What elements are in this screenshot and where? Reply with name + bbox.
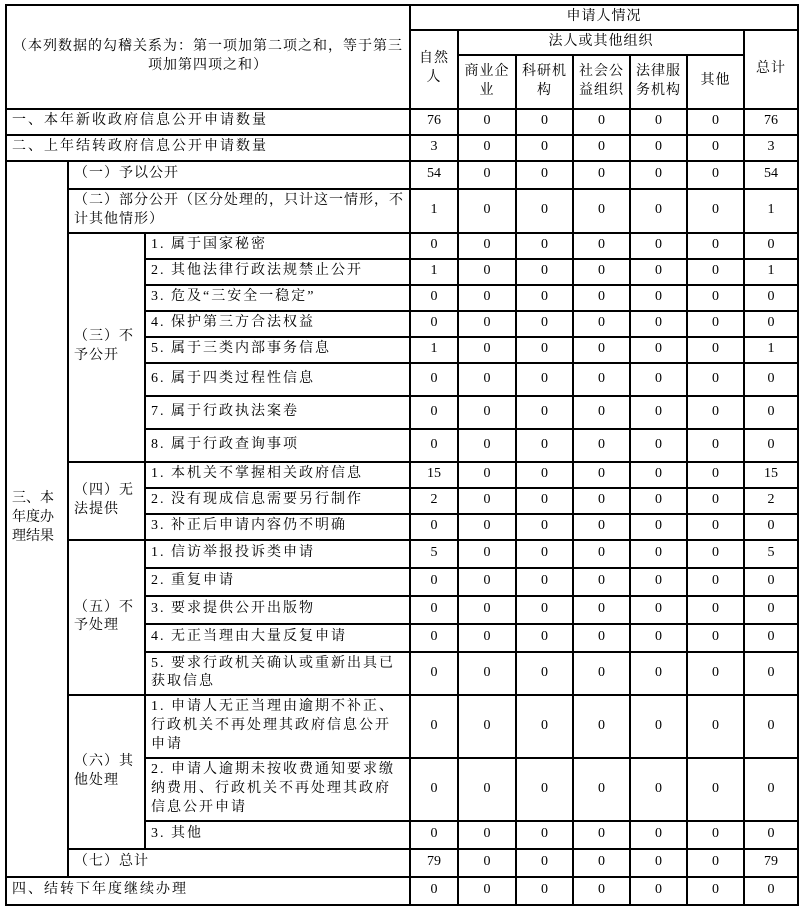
value-cell: 0 [410, 624, 458, 652]
value-cell: 0 [516, 488, 573, 514]
row-label: 5. 要求行政机关确认或重新出具已获取信息 [145, 652, 410, 696]
value-cell: 0 [458, 337, 516, 363]
value-cell: 0 [687, 233, 744, 259]
row-label: 3. 补正后申请内容仍不明确 [145, 514, 410, 540]
value-cell: 3 [744, 135, 798, 161]
value-cell: 0 [458, 233, 516, 259]
value-cell: 0 [516, 189, 573, 233]
value-cell: 0 [516, 514, 573, 540]
value-cell: 0 [516, 233, 573, 259]
value-cell: 76 [744, 109, 798, 135]
value-cell: 0 [458, 259, 516, 285]
value-cell: 0 [744, 233, 798, 259]
value-cell: 0 [458, 596, 516, 624]
value-cell: 79 [744, 849, 798, 877]
header-social-welfare-org: 社会公益组织 [573, 55, 630, 109]
value-cell: 0 [630, 233, 687, 259]
value-cell: 5 [744, 540, 798, 568]
row-label: 3. 要求提供公开出版物 [145, 596, 410, 624]
row-label: 一、本年新收政府信息公开申请数量 [6, 109, 410, 135]
value-cell: 0 [516, 821, 573, 849]
value-cell: 3 [410, 135, 458, 161]
value-cell: 0 [630, 695, 687, 758]
group-label: （六）其他处理 [68, 695, 145, 848]
value-cell: 5 [410, 540, 458, 568]
value-cell: 0 [573, 568, 630, 596]
value-cell: 0 [573, 877, 630, 905]
value-cell: 0 [744, 514, 798, 540]
value-cell: 0 [687, 285, 744, 311]
row-label: 1. 申请人无正当理由逾期不补正、行政机关不再处理其政府信息公开申请 [145, 695, 410, 758]
value-cell: 0 [458, 161, 516, 189]
row-label: 2. 其他法律行政法规禁止公开 [145, 259, 410, 285]
value-cell: 76 [410, 109, 458, 135]
value-cell: 0 [687, 514, 744, 540]
value-cell: 0 [573, 624, 630, 652]
value-cell: 0 [410, 821, 458, 849]
value-cell: 0 [516, 161, 573, 189]
value-cell: 0 [516, 259, 573, 285]
value-cell: 0 [458, 514, 516, 540]
value-cell: 0 [630, 596, 687, 624]
value-cell: 1 [744, 259, 798, 285]
value-cell: 0 [687, 540, 744, 568]
value-cell: 0 [744, 652, 798, 696]
value-cell: 0 [630, 568, 687, 596]
value-cell: 0 [744, 429, 798, 462]
value-cell: 0 [630, 821, 687, 849]
value-cell: 0 [516, 758, 573, 821]
value-cell: 0 [744, 758, 798, 821]
row-label: 2. 申请人逾期未按收费通知要求缴纳费用、行政机关不再处理其政府信息公开申请 [145, 758, 410, 821]
value-cell: 15 [410, 462, 458, 488]
value-cell: 0 [410, 363, 458, 396]
value-cell: 0 [458, 135, 516, 161]
header-commercial-enterprise: 商业企业 [458, 55, 516, 109]
value-cell: 0 [687, 135, 744, 161]
value-cell: 1 [410, 337, 458, 363]
value-cell: 2 [744, 488, 798, 514]
value-cell: 0 [516, 540, 573, 568]
row-label: 3. 危及“三安全一稳定” [145, 285, 410, 311]
row-label: 四、结转下年度继续办理 [6, 877, 410, 905]
value-cell: 0 [687, 568, 744, 596]
value-cell: 0 [458, 311, 516, 337]
value-cell: 0 [573, 363, 630, 396]
value-cell: 0 [573, 396, 630, 429]
value-cell: 0 [573, 285, 630, 311]
value-cell: 0 [630, 462, 687, 488]
value-cell: 0 [630, 259, 687, 285]
header-legal-org-group: 法人或其他组织 [458, 30, 744, 55]
value-cell: 0 [630, 624, 687, 652]
value-cell: 0 [573, 429, 630, 462]
value-cell: 0 [516, 462, 573, 488]
value-cell: 0 [687, 311, 744, 337]
value-cell: 0 [687, 363, 744, 396]
value-cell: 0 [516, 849, 573, 877]
value-cell: 0 [410, 652, 458, 696]
value-cell: 0 [687, 109, 744, 135]
value-cell: 0 [410, 311, 458, 337]
value-cell: 0 [516, 363, 573, 396]
value-cell: 0 [516, 568, 573, 596]
value-cell: 0 [744, 877, 798, 905]
value-cell: 0 [573, 821, 630, 849]
value-cell: 0 [687, 652, 744, 696]
value-cell: 0 [687, 259, 744, 285]
value-cell: 0 [744, 363, 798, 396]
value-cell: 0 [516, 429, 573, 462]
value-cell: 0 [630, 363, 687, 396]
value-cell: 0 [410, 285, 458, 311]
value-cell: 0 [630, 311, 687, 337]
value-cell: 0 [630, 396, 687, 429]
row-label: （七）总计 [68, 849, 410, 877]
value-cell: 0 [458, 849, 516, 877]
group-label: （五）不予处理 [68, 540, 145, 696]
value-cell: 0 [573, 849, 630, 877]
value-cell: 0 [458, 695, 516, 758]
value-cell: 0 [573, 109, 630, 135]
value-cell: 2 [410, 488, 458, 514]
value-cell: 0 [458, 429, 516, 462]
value-cell: 0 [458, 540, 516, 568]
value-cell: 54 [744, 161, 798, 189]
value-cell: 0 [687, 877, 744, 905]
value-cell: 0 [630, 652, 687, 696]
value-cell: 0 [573, 695, 630, 758]
value-cell: 0 [458, 189, 516, 233]
value-cell: 0 [573, 311, 630, 337]
header-legal-service-agency: 法律服务机构 [630, 55, 687, 109]
value-cell: 0 [516, 877, 573, 905]
value-cell: 0 [516, 596, 573, 624]
value-cell: 0 [410, 233, 458, 259]
applications-table [5, 4, 799, 906]
value-cell: 0 [410, 596, 458, 624]
value-cell: 0 [573, 337, 630, 363]
value-cell: 0 [458, 488, 516, 514]
value-cell: 0 [630, 161, 687, 189]
value-cell: 0 [458, 758, 516, 821]
value-cell: 0 [458, 568, 516, 596]
value-cell: 0 [410, 429, 458, 462]
value-cell: 0 [687, 429, 744, 462]
value-cell: 0 [516, 135, 573, 161]
value-cell: 0 [458, 821, 516, 849]
value-cell: 0 [573, 488, 630, 514]
row-label: 2. 重复申请 [145, 568, 410, 596]
value-cell: 0 [516, 624, 573, 652]
value-cell: 0 [458, 396, 516, 429]
value-cell: 0 [630, 514, 687, 540]
value-cell: 1 [744, 337, 798, 363]
row-label: 二、上年结转政府信息公开申请数量 [6, 135, 410, 161]
row-label: 6. 属于四类过程性信息 [145, 363, 410, 396]
value-cell: 1 [744, 189, 798, 233]
value-cell: 0 [630, 540, 687, 568]
value-cell: 0 [458, 877, 516, 905]
value-cell: 0 [687, 849, 744, 877]
value-cell: 0 [516, 652, 573, 696]
value-cell: 0 [630, 488, 687, 514]
value-cell: 0 [573, 189, 630, 233]
value-cell: 0 [573, 161, 630, 189]
value-cell: 0 [410, 568, 458, 596]
value-cell: 0 [744, 695, 798, 758]
value-cell: 0 [630, 758, 687, 821]
value-cell: 0 [516, 311, 573, 337]
value-cell: 0 [630, 337, 687, 363]
value-cell: 0 [630, 189, 687, 233]
value-cell: 0 [458, 363, 516, 396]
value-cell: 0 [630, 285, 687, 311]
header-other: 其他 [687, 55, 744, 109]
value-cell: 0 [516, 337, 573, 363]
value-cell: 0 [573, 462, 630, 488]
group-label: （四）无法提供 [68, 462, 145, 540]
value-cell: 0 [687, 624, 744, 652]
value-cell: 0 [744, 568, 798, 596]
value-cell: 0 [687, 462, 744, 488]
row-label: 4. 无正当理由大量反复申请 [145, 624, 410, 652]
row-label: 4. 保护第三方合法权益 [145, 311, 410, 337]
row-label: 5. 属于三类内部事务信息 [145, 337, 410, 363]
value-cell: 0 [458, 624, 516, 652]
value-cell: 0 [687, 821, 744, 849]
row-label: 2. 没有现成信息需要另行制作 [145, 488, 410, 514]
value-cell: 1 [410, 189, 458, 233]
value-cell: 0 [630, 429, 687, 462]
group-label: （三）不予公开 [68, 233, 145, 462]
value-cell: 0 [687, 189, 744, 233]
value-cell: 0 [744, 596, 798, 624]
row-label: 1. 属于国家秘密 [145, 233, 410, 259]
value-cell: 0 [516, 396, 573, 429]
value-cell: 0 [410, 758, 458, 821]
row-label: 7. 属于行政执法案卷 [145, 396, 410, 429]
value-cell: 0 [687, 488, 744, 514]
value-cell: 0 [744, 311, 798, 337]
value-cell: 0 [687, 396, 744, 429]
section3-label: 三、本年度办理结果 [6, 161, 68, 877]
header-natural-person: 自然人 [410, 30, 458, 109]
value-cell: 0 [744, 821, 798, 849]
value-cell: 0 [573, 652, 630, 696]
value-cell: 0 [458, 109, 516, 135]
value-cell: 0 [573, 514, 630, 540]
value-cell: 0 [744, 624, 798, 652]
value-cell: 0 [573, 540, 630, 568]
value-cell: 0 [458, 652, 516, 696]
value-cell: 0 [630, 109, 687, 135]
value-cell: 0 [573, 135, 630, 161]
header-applicant-info: 申请人情况 [410, 5, 798, 30]
corner-note: （本列数据的勾稽关系为：第一项加第二项之和，等于第三项加第四项之和） [6, 5, 410, 109]
value-cell: 0 [516, 285, 573, 311]
value-cell: 0 [573, 596, 630, 624]
value-cell: 0 [410, 514, 458, 540]
row-label: （一）予以公开 [68, 161, 410, 189]
header-research-institution: 科研机构 [516, 55, 573, 109]
row-label: 3. 其他 [145, 821, 410, 849]
value-cell: 1 [410, 259, 458, 285]
value-cell: 79 [410, 849, 458, 877]
row-label: 8. 属于行政查询事项 [145, 429, 410, 462]
value-cell: 0 [573, 233, 630, 259]
value-cell: 0 [516, 109, 573, 135]
value-cell: 0 [458, 462, 516, 488]
value-cell: 0 [573, 259, 630, 285]
value-cell: 0 [410, 695, 458, 758]
value-cell: 0 [630, 877, 687, 905]
value-cell: 0 [687, 161, 744, 189]
value-cell: 0 [516, 695, 573, 758]
value-cell: 0 [458, 285, 516, 311]
value-cell: 0 [687, 758, 744, 821]
value-cell: 0 [573, 758, 630, 821]
value-cell: 15 [744, 462, 798, 488]
value-cell: 0 [630, 135, 687, 161]
value-cell: 0 [687, 596, 744, 624]
row-label: 1. 本机关不掌握相关政府信息 [145, 462, 410, 488]
value-cell: 0 [687, 695, 744, 758]
row-label: 1. 信访举报投诉类申请 [145, 540, 410, 568]
value-cell: 0 [744, 396, 798, 429]
value-cell: 54 [410, 161, 458, 189]
value-cell: 0 [410, 396, 458, 429]
value-cell: 0 [687, 337, 744, 363]
value-cell: 0 [410, 877, 458, 905]
value-cell: 0 [630, 849, 687, 877]
row-label: （二）部分公开（区分处理的，只计这一情形，不计其他情形） [68, 189, 410, 233]
value-cell: 0 [744, 285, 798, 311]
header-total: 总计 [744, 30, 798, 109]
